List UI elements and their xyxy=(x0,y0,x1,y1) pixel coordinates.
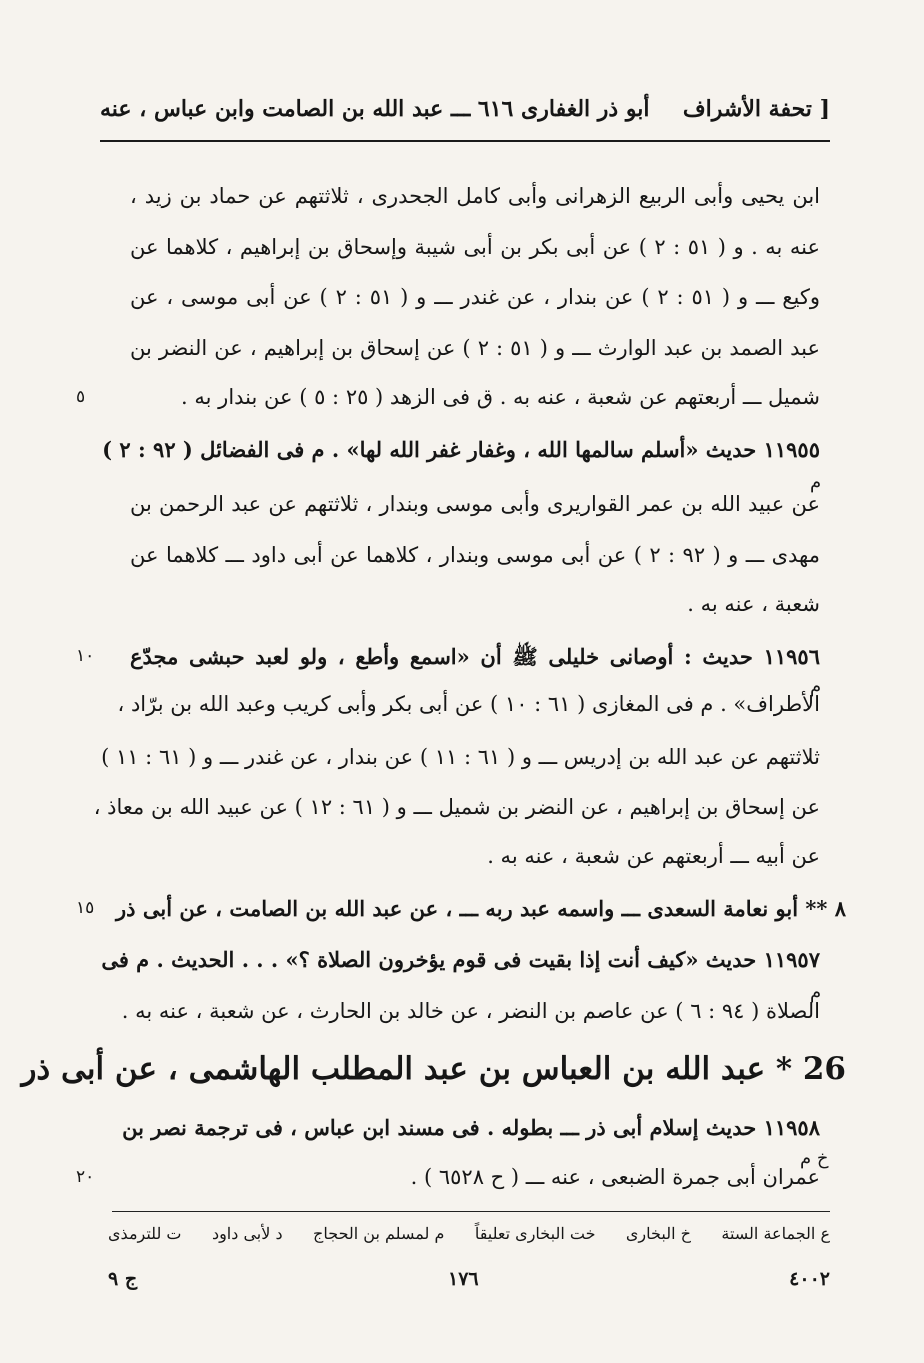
header-title: أبو ذر الغفارى ٦١٦ ـــ عبد الله بن الصامت وابن عباس ، عنه xyxy=(100,96,650,122)
header-rule xyxy=(100,140,830,142)
siglum-key-item: خت البخارى تعليقاً xyxy=(474,1224,596,1243)
text-line: وكيع ـــ و ( ٥١ : ٢ ) عن بندار ، عن غندر ـــ و ( ٥١ : ٢ ) عن أبى موسى ، عن xyxy=(130,285,820,309)
sequence-number: ٤٠٠٢ xyxy=(789,1268,830,1290)
text-line: ثلاثتهم عن عبد الله بن إدريس ـــ و ( ٦١ : ١١ ) عن بندار ، عن غندر ـــ و ( ٦١ : ١١ ) xyxy=(101,745,820,769)
line-number: ٥ xyxy=(76,387,86,407)
hadith-11957-line: ١١٩٥٧ حديث «كيف أنت إذا بقيت فى قوم يؤخرون الصلاة ؟» . . . الحديث . م فى xyxy=(101,947,820,972)
text-line: عمران أبى جمرة الضبعى ، عنه ـــ ( ح ٦٥٢٨ ) . xyxy=(410,1165,820,1189)
text-line: عن عبيد الله بن عمر القواريرى وأبى موسى وبندار ، ثلاثتهم عن عبد الرحمن بن xyxy=(130,492,820,516)
siglum-key-item: د لأبى داود xyxy=(211,1224,283,1243)
narrator-subheading: ٨ ** أبو نعامة السعدى ـــ واسمه عبد ربه ـــ ، عن عبد الله بن الصامت ، عن أبى ذر xyxy=(116,896,846,921)
page-number: ١٧٦ xyxy=(448,1268,479,1290)
siglum-key-item: م لمسلم بن الحجاج xyxy=(313,1224,445,1243)
line-number: ١٠ xyxy=(76,646,95,666)
running-header xyxy=(100,96,830,136)
margin-siglum: خ م xyxy=(800,1148,829,1169)
text-line: الصلاة ( ٩٤ : ٦ ) عن عاصم بن النضر ، عن خالد بن الحارث ، عن شعبة ، عنه به . xyxy=(121,999,820,1023)
line-number: ١٥ xyxy=(76,898,95,918)
text-line: ابن يحيى وأبى الربيع الزهرانى وأبى كامل الجحدرى ، ثلاثتهم عن حماد بن زيد ، xyxy=(130,184,820,208)
margin-siglum: م xyxy=(810,676,822,697)
text-line: مهدى ـــ و ( ٩٢ : ٢ ) عن أبى موسى وبندار ، كلاهما عن أبى داود ـــ كلاهما عن xyxy=(130,543,820,567)
text-line: عن إسحاق بن إبراهيم ، عن النضر بن شميل ـــ و ( ٦١ : ١٢ ) عن عبيد الله بن معاذ ، xyxy=(93,795,820,819)
hadith-11955-line: ١١٩٥٥ حديث «أسلم سالمها الله ، وغفار غفر الله لها» . م فى الفضائل ( ٩٢ : ٢ ) xyxy=(102,437,820,462)
header-work-title: [ تحفة الأشراف xyxy=(682,96,830,122)
siglum-key-item: ع الجماعة الستة xyxy=(721,1224,830,1243)
hadith-11958-line: ١١٩٥٨ حديث إسلام أبى ذر ـــ بطوله . فى مسند ابن عباس ، فى ترجمة نصر بن xyxy=(122,1115,820,1140)
text-line: عنه به . و ( ٥١ : ٢ ) عن أبى بكر بن أبى شيبة وإسحاق بن إبراهيم ، كلاهما عن xyxy=(130,235,820,259)
line-number: ٢٠ xyxy=(76,1167,95,1187)
siglum-key-item: ت للترمذى xyxy=(108,1224,182,1243)
chapter-heading: 26 * عبد الله بن العباس بن عبد المطلب الهاشمى ، عن أبى ذر xyxy=(21,1051,846,1087)
volume-number: ج ٩ xyxy=(108,1268,138,1290)
text-line: عن أبيه ـــ أربعتهم عن شعبة ، عنه به . xyxy=(487,844,820,868)
text-line: شميل ـــ أربعتهم عن شعبة ، عنه به . ق فى الزهد ( ٢٥ : ٥ ) عن بندار به . xyxy=(181,385,820,409)
text-line: عبد الصمد بن عبد الوارث ـــ و ( ٥١ : ٢ ) عن إسحاق بن إبراهيم ، عن النضر بن xyxy=(130,336,820,360)
text-line: الأطراف» . م فى المغازى ( ٦١ : ١٠ ) عن أبى بكر وأبى كريب وعبد الله بن برّاد ، xyxy=(117,692,820,716)
margin-siglum: م xyxy=(810,472,822,493)
hadith-11956-line: ١١٩٥٦ حديث : أوصانى خليلى ﷺ أن «اسمع وأطع ، ولو لعبد حبشى مجدّع xyxy=(130,644,820,669)
margin-siglum: م xyxy=(810,982,822,1003)
sigla-key xyxy=(108,1224,830,1243)
siglum-key-item: خ البخارى xyxy=(625,1224,691,1243)
footer-rule xyxy=(112,1211,830,1212)
text-line: شعبة ، عنه به . xyxy=(687,592,820,616)
